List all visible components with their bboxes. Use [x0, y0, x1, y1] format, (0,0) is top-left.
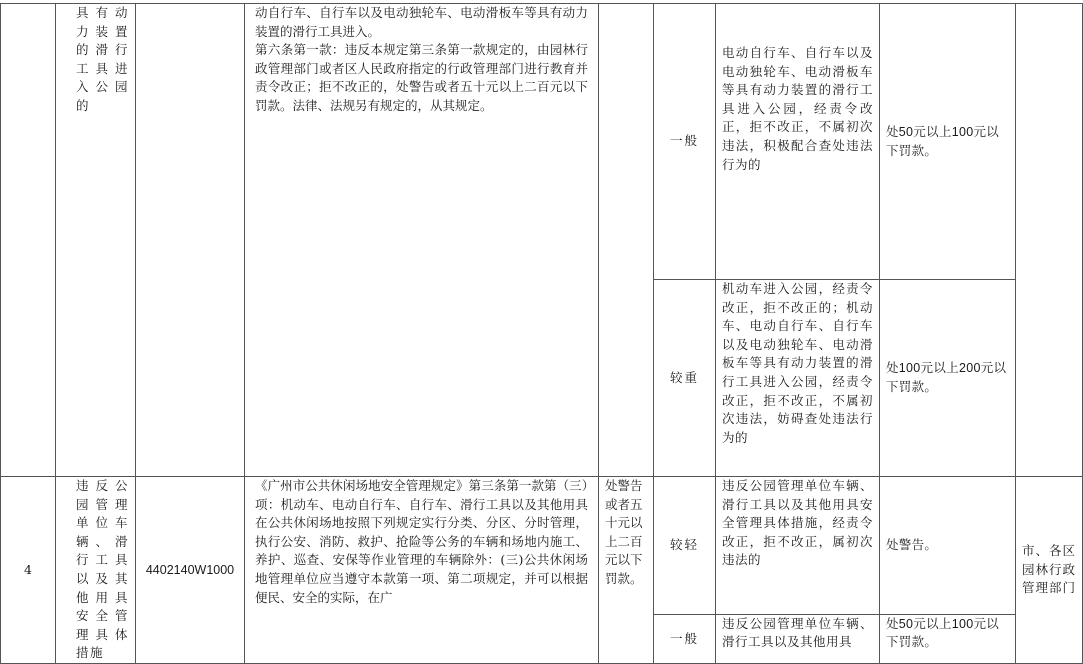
cell-department: [1016, 4, 1083, 477]
cell-condition: 违反公园管理单位车辆、滑行工具以及其他用具安全管理具体措施，经责令改正，拒不改正，属初次违法的: [716, 477, 880, 615]
cell-code: 4402140W1000: [136, 477, 245, 664]
cell-number: [1, 4, 56, 477]
cell-condition: 违反公园管理单位车辆、滑行工具以及其他用具: [716, 614, 880, 663]
cell-penalty-range: [599, 4, 654, 477]
cell-condition: 机动车进入公园，经责令改正，拒不改正的；机动车、电动自行车、自行车以及电动独轮车、电动滑板车等具有动力装置的滑行工具进入公园，经责令改正，拒不改正，不属初次违法，妨碍查处违法行为的: [716, 280, 880, 477]
cell-level: 较重: [654, 280, 716, 477]
cell-penalty-range: 处警告或者五十元以上二百元以下罚款。: [599, 477, 654, 664]
cell-level: 一般: [654, 614, 716, 663]
legal-basis-paragraph: 第六条第一款：违反本规定第三条第一款规定的，由园林行政管理部门或者区人民政府指定的行政管理部门进行教育并责令改正；拒不改正的，处警告或者五十元以上二百元以下罚款。法律、法规另有规定的，从其规定。: [255, 42, 588, 113]
cell-condition: 电动自行车、自行车以及电动独轮车、电动滑板车等具有动力装置的滑行工具进入公园，经责令改正，拒不改正，不属初次违法，积极配合查处违法行为的: [716, 4, 880, 280]
cell-code: [136, 4, 245, 477]
cell-number: 4: [1, 477, 56, 664]
cell-legal-basis: [245, 4, 599, 477]
cell-level: 一般: [654, 4, 716, 280]
cell-penalty: 处50元以上100元以下罚款。: [880, 614, 1016, 663]
penalty-discretion-table: [0, 3, 1083, 664]
cell-penalty: 处100元以上200元以下罚款。: [880, 280, 1016, 477]
cell-item-name: 具有动力装置的滑行工具进入公园的: [56, 4, 136, 477]
cell-legal-basis: 《广州市公共休闲场地安全管理规定》第三条第一款第（三）项：机动车、电动自行车、自行车、滑行工具以及其他用具在公共休闲场地按照下列规定实行分类、分区、分时管理，执行公安、消防、救护、抢险等公务的车辆和场地内施工、养护、巡查、安保等作业管理的车辆除外：(三)公共休闲场地管理单位应当遵守本款第一项、第二项规定，并可以根据便民、安全的实际，在广: [245, 477, 599, 664]
legal-basis-paragraph: 动自行车、自行车以及电动独轮车、电动滑板车等具有动力装置的滑行工具进入。: [255, 5, 588, 39]
table-row: [1, 4, 1083, 280]
cell-item-name: 违反公园管理单位车辆、滑行工具以及其他用具安全管理具体措施: [56, 477, 136, 664]
cell-penalty: 处警告。: [880, 477, 1016, 615]
table-row: [1, 477, 1083, 615]
cell-department: 市、各区园林行政管理部门: [1016, 477, 1083, 664]
cell-penalty: 处50元以上100元以下罚款。: [880, 4, 1016, 280]
cell-level: 较轻: [654, 477, 716, 615]
